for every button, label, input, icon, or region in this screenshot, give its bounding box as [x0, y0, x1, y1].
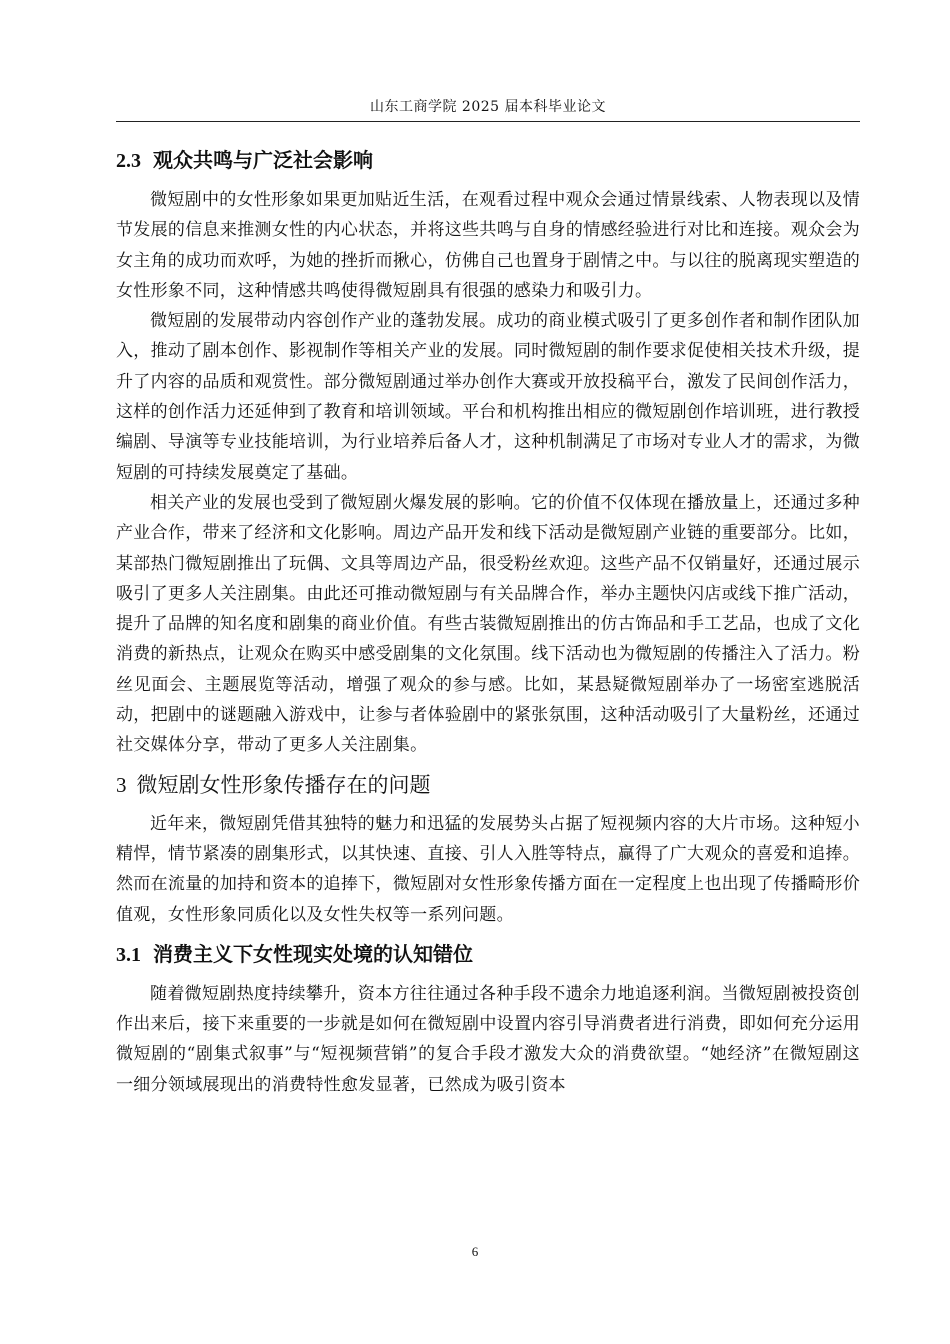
- chapter-heading-3: [116, 765, 860, 805]
- running-header: 山东工商学院 2025 届本科毕业论文: [369, 99, 607, 115]
- section-number: 2.3: [116, 150, 141, 172]
- section-heading-3-1: [116, 934, 860, 975]
- section-number: 3.1: [116, 943, 141, 966]
- page-content: [116, 140, 860, 1100]
- body-paragraph: 近年来，微短剧凭借其独特的魅力和迅猛的发展势头占据了短视频内容的大片市场。这种短小精悍，情节紧凑的剧集形式，以其快速、直接、引人入胜等特点，赢得了广大观众的喜爱和追捧。然而在流量的加持和资本的追捧下，微短剧对女性形象传播方面在一定程度上也出现了传播畸形价值观，女性形象同质化以及女性失权等一系列问题。: [116, 813, 860, 925]
- body-paragraph: 微短剧中的女性形象如果更加贴近生活，在观看过程中观众会通过情景线索、人物表现以及情节发展的信息来推测女性的内心状态，并将这些共鸣与自身的情感经验进行对比和连接。观众会为女主角的成功而欢呼，为她的挫折而揪心，仿佛自己也置身于剧情之中。与以往的脱离现实塑造的女性形象不同，这种情感共鸣使得微短剧具有很强的感染力和吸引力。: [116, 190, 860, 301]
- chapter-number: 3: [116, 772, 127, 797]
- section-title: 消费主义下女性现实处境的认知错位: [153, 941, 473, 966]
- page-number: 6: [471, 1244, 479, 1259]
- body-paragraph: 微短剧的发展带动内容创作产业的蓬勃发展。成功的商业模式吸引了更多创作者和制作团队加入，推动了剧本创作、影视制作等相关产业的发展。同时微短剧的制作要求促使相关技术升级，提升了内容的品质和观赏性。部分微短剧通过举办创作大赛或开放投稿平台，激发了民间创作活力，这样的创作活力还延伸到了教育和培训领域。平台和机构推出相应的微短剧创作培训班，进行教授编剧、导演等专业技能培训，为行业培养后备人才，这种机制满足了市场对专业人才的需求，为微短剧的可持续发展奠定了基础。: [116, 311, 860, 483]
- body-paragraph: 随着微短剧热度持续攀升，资本方往往通过各种手段不遗余力地追逐利润。当微短剧被投资创作出来后，接下来重要的一步就是如何在微短剧中设置内容引导消费者进行消费，即如何充分运用微短剧的“剧集式叙事”与“短视频营销”的复合手段才激发大众的消费欲望。“她经济”在微短剧这一细分领域展现出的消费特性愈发显著，已然成为吸引资本: [116, 983, 860, 1095]
- chapter-title: 微短剧女性形象传播存在的问题: [136, 772, 431, 797]
- body-paragraph: 相关产业的发展也受到了微短剧火爆发展的影响。它的价值不仅体现在播放量上，还通过多种产业合作，带来了经济和文化影响。周边产品开发和线下活动是微短剧产业链的重要部分。比如，某部热门微短剧推出了玩偶、文具等周边产品，很受粉丝欢迎。这些产品不仅销量好，还通过展示吸引了更多人关注剧集。由此还可推动微短剧与有关品牌合作，举办主题快闪店或线下推广活动，提升了品牌的知名度和剧集的商业价值。有些古装微短剧推出的仿古饰品和手工艺品，也成了文化消费的新热点，让观众在购买中感受剧集的文化氛围。线下活动也为微短剧的传播注入了活力。粉丝见面会、主题展览等活动，增强了观众的参与感。比如，某悬疑微短剧举办了一场密室逃脱活动，把剧中的谜题融入游戏中，让参与者体验剧中的紧张氛围，这种活动吸引了大量粉丝，还通过社交媒体分享，带动了更多人关注剧集。: [116, 492, 860, 756]
- section-title: 观众共鸣与广泛社会影响: [153, 148, 373, 172]
- header-rule: [116, 121, 860, 122]
- section-heading-2-3: [116, 140, 860, 181]
